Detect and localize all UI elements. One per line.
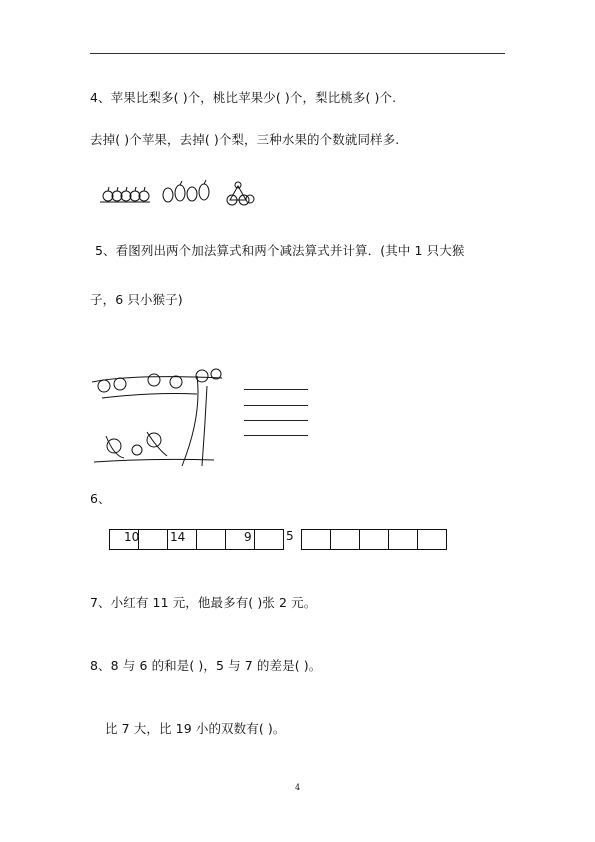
question-6-label: 6、 bbox=[90, 491, 111, 506]
number-sequence-boxes bbox=[109, 529, 447, 551]
question-7: 7、小红有 11 元，他最多有( )张 2 元。 bbox=[90, 595, 317, 610]
sequence-cell[interactable] bbox=[254, 529, 284, 550]
answer-line-2[interactable] bbox=[244, 405, 308, 406]
sequence-cell[interactable] bbox=[138, 529, 168, 550]
page-number: 4 bbox=[294, 783, 301, 792]
question-8-line-2: 比 7 大，比 19 小的双数有( )。 bbox=[105, 721, 286, 736]
question-5-line-2: 子，6 只小猴子) bbox=[90, 292, 183, 307]
question-4-line-2: 去掉( )个苹果，去掉( )个梨，三种水果的个数就同样多. bbox=[90, 132, 400, 147]
sequence-cell[interactable] bbox=[359, 529, 389, 550]
fruit-illustration bbox=[100, 178, 260, 208]
sequence-cell[interactable] bbox=[417, 529, 447, 550]
answer-line-1[interactable] bbox=[244, 389, 308, 390]
question-4-line-1: 4、苹果比梨多( )个，桃比苹果少( )个，梨比桃多( )个. bbox=[90, 90, 397, 105]
monkey-icon bbox=[98, 369, 221, 455]
sequence-cell[interactable] bbox=[330, 529, 360, 550]
sequence-cell[interactable] bbox=[388, 529, 418, 550]
sequence-cell[interactable] bbox=[196, 529, 226, 550]
monkeys-illustration bbox=[92, 366, 222, 466]
pear-group-icon bbox=[163, 180, 209, 202]
answer-line-3[interactable] bbox=[244, 420, 308, 421]
peach-group-icon bbox=[227, 182, 254, 205]
apple-group-icon bbox=[100, 187, 150, 202]
header-rule bbox=[90, 53, 505, 54]
sequence-cell[interactable]: 9 bbox=[225, 529, 255, 550]
sequence-cell[interactable]: 10 bbox=[109, 529, 139, 550]
sequence-middle-number: 5 bbox=[286, 529, 294, 543]
question-5-line-1: 5、看图列出两个加法算式和两个减法算式并计算．(其中 1 只大猴 bbox=[95, 243, 465, 258]
question-8-line-1: 8、8 与 6 的和是( )，5 与 7 的差是( )。 bbox=[90, 658, 322, 673]
sequence-cell[interactable] bbox=[301, 529, 331, 550]
answer-line-4[interactable] bbox=[244, 435, 308, 436]
sequence-cell[interactable]: 14 bbox=[167, 529, 197, 550]
